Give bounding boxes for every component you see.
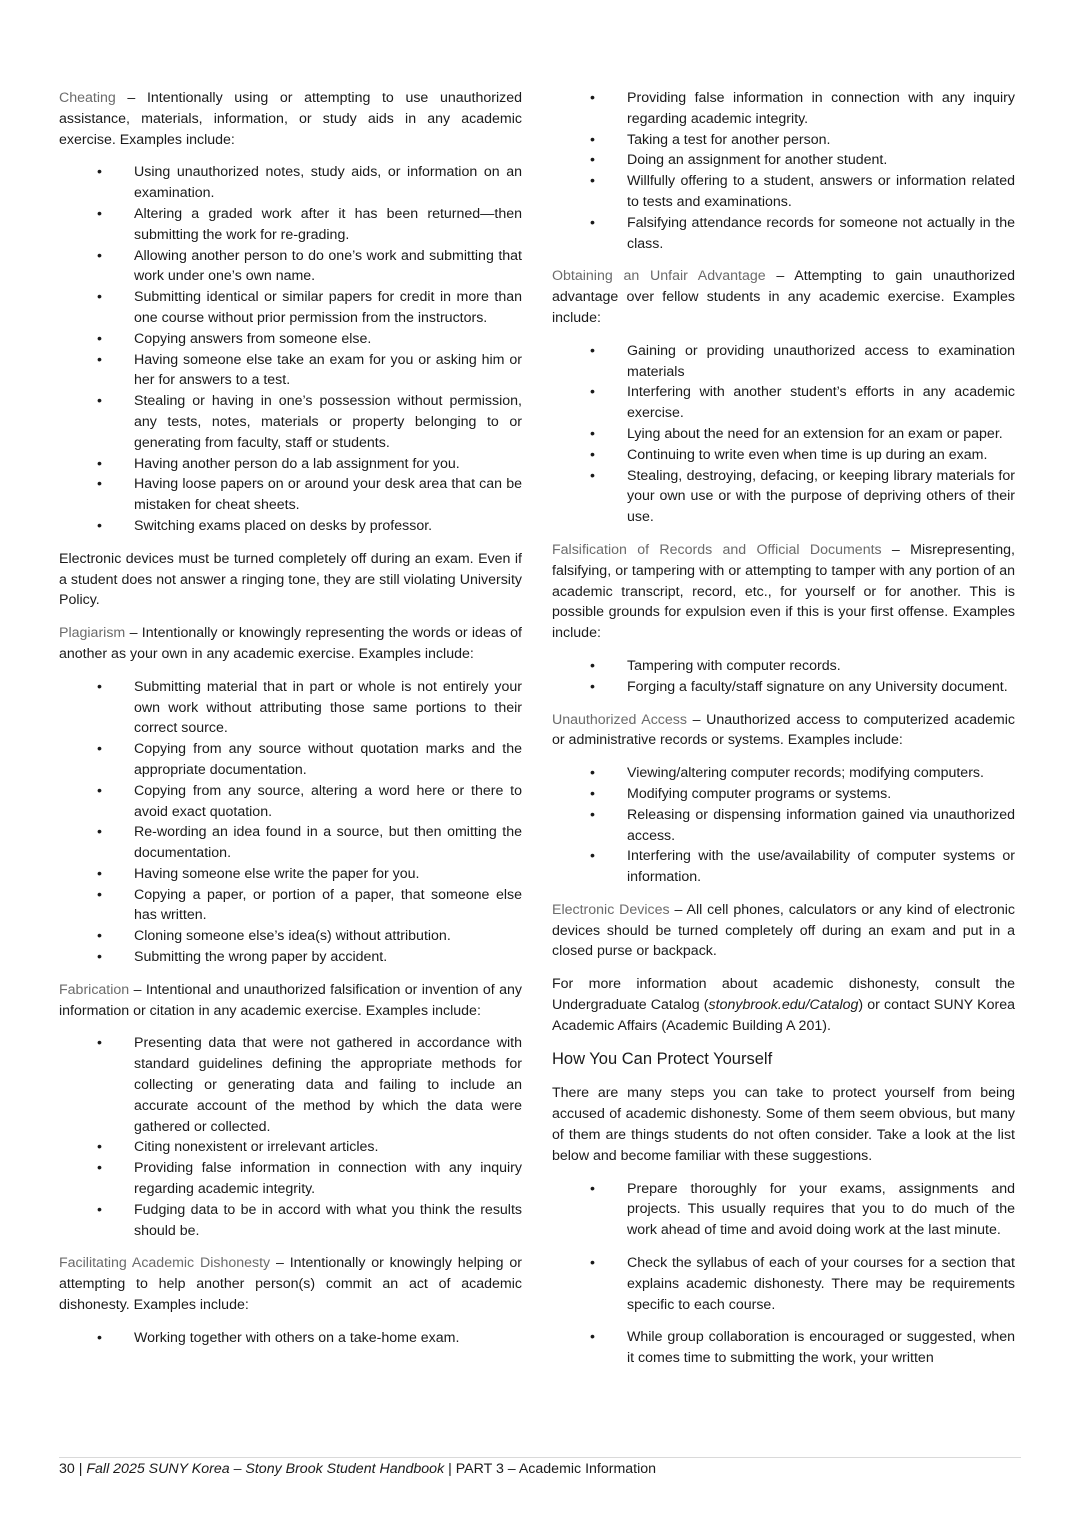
- list-item: [59, 1328, 522, 1349]
- plagiarism-list: [59, 677, 522, 968]
- bullet-icon: •: [590, 1180, 595, 1197]
- bullet-icon: •: [97, 782, 102, 799]
- bullet-icon: •: [97, 517, 102, 534]
- list-item-text: Modifying computer programs or systems.: [627, 785, 892, 802]
- term-falsification: Falsification of Records and Official Documents: [552, 541, 882, 558]
- list-item: [59, 739, 522, 781]
- list-item: [552, 763, 1015, 784]
- list-item: [552, 1179, 1015, 1241]
- bullet-icon: •: [97, 1201, 102, 1218]
- bullet-icon: •: [590, 1255, 595, 1272]
- bullet-icon: •: [97, 205, 102, 222]
- list-item: [59, 1158, 522, 1200]
- list-item-text: Prepare thoroughly for your exams, assignments and projects. This usually requires that you to do much of the work ahead of time and avoid doing work at the last minute.: [627, 1180, 1015, 1239]
- list-item: [59, 1200, 522, 1242]
- facilitating-paragraph: Facilitating Academic Dishonesty – Intentionally or knowingly helping or attempting to help another person(s) commit an act of academic dishonesty. Examples include:: [59, 1255, 522, 1314]
- list-item: [552, 1253, 1015, 1315]
- list-item-text: Tampering with computer records.: [627, 657, 841, 674]
- list-item-text: Releasing or dispensing information gained via unauthorized access.: [627, 806, 1015, 844]
- list-item-text: Submitting material that in part or whole is not entirely your own work without attributing those same portions to their correct source.: [134, 678, 522, 737]
- bullet-icon: •: [590, 678, 595, 695]
- falsification-paragraph: Falsification of Records and Official Documents – Misrepresenting, falsifying, or tampering with or attempting to tamper with any portion of an academic transcript, record, etc., for yourself or for another. This is possible grounds for expulsion even if this is your first offense. Examples include:: [552, 541, 1015, 642]
- page-footer: 30 | Fall 2025 SUNY Korea – Stony Brook Student Handbook | PART 3 – Academic Information: [59, 1461, 657, 1477]
- list-item-text: Allowing another person to do one’s work and submitting that work under one’s own name.: [134, 247, 522, 285]
- list-item-text: Presenting data that were not gathered in accordance with standard guidelines defining the appropriate methods for collecting or generating data and failing to include an accurate account of the method by which the data were gathered or collected.: [134, 1035, 522, 1135]
- bullet-icon: •: [590, 342, 595, 359]
- term-cheating: Cheating: [59, 90, 116, 106]
- list-item-text: Stealing or having in one’s possession without permission, any tests, notes, materials or property belonging to or generating from faculty, staff or students.: [134, 393, 522, 451]
- list-item: [59, 885, 522, 927]
- bullet-icon: •: [97, 824, 102, 841]
- bullet-icon: •: [590, 446, 595, 463]
- bullet-icon: •: [97, 289, 102, 306]
- list-item: [59, 350, 522, 392]
- list-item: [552, 846, 1015, 888]
- list-item: [59, 391, 522, 453]
- unauthorized-access-list: [552, 763, 1015, 888]
- bullet-icon: •: [590, 765, 595, 782]
- list-item: [59, 1033, 522, 1137]
- list-item: [552, 656, 1015, 677]
- more-info-paragraph: For more information about academic dishonesty, consult the Undergraduate Catalog (stonybrook.edu/Catalog) or contact SUNY Korea Academic Affairs (Academic Building A 201).: [552, 976, 1015, 1034]
- page-number: 30: [59, 1461, 75, 1477]
- list-item: [552, 88, 1015, 130]
- bullet-icon: •: [590, 806, 595, 823]
- list-item: [59, 516, 522, 537]
- bullet-icon: •: [97, 741, 102, 758]
- list-item-text: While group collaboration is encouraged or suggested, when it comes time to submitting the work, your written: [627, 1329, 1015, 1367]
- list-item-text: Forging a faculty/staff signature on any University document.: [627, 678, 1008, 695]
- list-item-text: Check the syllabus of each of your courses for a section that explains academic dishonesty. There may be requirements specific to each course.: [627, 1255, 1015, 1313]
- unfair-advantage-paragraph: Obtaining an Unfair Advantage – Attempting to gain unauthorized advantage over fellow students in any academic exercise. Examples include:: [552, 268, 1015, 326]
- term-electronic-devices: Electronic Devices: [552, 901, 670, 918]
- electronic-devices-paragraph: Electronic Devices – All cell phones, calculators or any kind of electronic devices should be turned completely off during an exam and put in a closed purse or backpack.: [552, 901, 1015, 960]
- list-item-text: Interfering with the use/availability of computer systems or information.: [627, 848, 1015, 886]
- bullet-icon: •: [590, 214, 595, 231]
- bullet-icon: •: [97, 949, 102, 966]
- left-column: [59, 88, 522, 1361]
- list-item: [59, 474, 522, 516]
- bullet-icon: •: [590, 131, 595, 148]
- list-item: [552, 150, 1015, 171]
- list-item-text: Stealing, destroying, defacing, or keeping library materials for your own use or with the purpose of depriving others of their use.: [627, 467, 1015, 526]
- list-item-text: Switching exams placed on desks by professor.: [134, 517, 433, 534]
- list-item-text: Copying answers from someone else.: [134, 330, 372, 347]
- list-item-text: Interfering with another student’s efforts in any academic exercise.: [627, 384, 1015, 422]
- falsification-list: [552, 656, 1015, 698]
- list-item-text: Falsifying attendance records for someone not actually in the class.: [627, 214, 1015, 252]
- list-item-text: Providing false information in connection with any inquiry regarding academic integrity.: [627, 90, 1015, 127]
- list-item-text: Submitting the wrong paper by accident.: [134, 949, 388, 966]
- list-item-text: Cloning someone else’s idea(s) without attribution.: [134, 928, 451, 945]
- bullet-icon: •: [590, 90, 595, 106]
- list-item-text: Altering a graded work after it has been returned—then submitting the work for re-grading.: [134, 205, 522, 243]
- bullet-icon: •: [97, 1035, 102, 1052]
- bullet-icon: •: [97, 865, 102, 882]
- bullet-icon: •: [97, 1160, 102, 1177]
- list-item: [552, 213, 1015, 255]
- bullet-icon: •: [97, 164, 102, 181]
- plagiarism-paragraph: Plagiarism – Intentionally or knowingly representing the words or ideas of another as your own in any academic exercise. Examples include:: [59, 625, 522, 662]
- list-item: [59, 204, 522, 246]
- list-item: [552, 424, 1015, 445]
- bullet-icon: •: [97, 1329, 102, 1346]
- list-item: [552, 341, 1015, 383]
- list-item: [552, 171, 1015, 213]
- list-item: [59, 677, 522, 739]
- cheating-list: [59, 162, 522, 536]
- section-heading: How You Can Protect Yourself: [552, 1049, 773, 1068]
- footer-divider: [59, 1457, 1021, 1458]
- list-item: [59, 287, 522, 329]
- bullet-icon: •: [97, 1139, 102, 1156]
- protect-intro: There are many steps you can take to protect yourself from being accused of academic dishonesty. Some of them seem obvious, but many of them are things students do not often consider. Take a look at the list below and become familiar with these suggestions.: [552, 1085, 1015, 1164]
- bullet-icon: •: [590, 785, 595, 802]
- bullet-icon: •: [97, 476, 102, 493]
- list-item-text: Re-wording an idea found in a source, but then omitting the documentation.: [134, 824, 522, 862]
- list-item-text: Fudging data to be in accord with what you think the results should be.: [134, 1201, 522, 1239]
- list-item-text: Doing an assignment for another student.: [627, 152, 888, 169]
- right-column: [552, 88, 1015, 1381]
- list-item-text: Lying about the need for an extension for an exam or paper.: [627, 425, 1003, 442]
- bullet-icon: •: [590, 848, 595, 865]
- list-item-text: Gaining or providing unauthorized access to examination materials: [627, 342, 1015, 380]
- list-item: [59, 864, 522, 885]
- list-item-text: Copying from any source, altering a word here or there to avoid exact quotation.: [134, 782, 522, 820]
- list-item: [552, 805, 1015, 847]
- list-item-text: Viewing/altering computer records; modifying computers.: [627, 765, 984, 782]
- bullet-icon: •: [590, 425, 595, 442]
- bullet-icon: •: [590, 173, 595, 190]
- list-item: [552, 130, 1015, 151]
- list-item: [552, 466, 1015, 528]
- list-item-text: Providing false information in connection with any inquiry regarding academic integrity.: [134, 1160, 522, 1198]
- list-item: [59, 454, 522, 475]
- list-item-text: Copying a paper, or portion of a paper, that someone else has written.: [134, 886, 522, 924]
- bullet-icon: •: [97, 351, 102, 368]
- bullet-icon: •: [590, 1329, 595, 1346]
- list-item-text: Having someone else write the paper for you.: [134, 865, 420, 882]
- list-item: [59, 822, 522, 864]
- bullet-icon: •: [97, 455, 102, 472]
- fabrication-paragraph: Fabrication – Intentional and unauthorized falsification or invention of any information or citation in any academic exercise. Examples include:: [59, 981, 522, 1019]
- list-item-text: Working together with others on a take-home exam.: [134, 1329, 460, 1346]
- bullet-icon: •: [97, 330, 102, 347]
- list-item: [552, 677, 1015, 698]
- list-item: [552, 382, 1015, 424]
- list-item-text: Submitting identical or similar papers for credit in more than one course without prior permission from the instructors.: [134, 289, 522, 326]
- list-item-text: Using unauthorized notes, study aids, or information on an examination.: [134, 164, 522, 202]
- bullet-icon: •: [97, 247, 102, 264]
- unfair-advantage-list: [552, 341, 1015, 528]
- list-item-text: Citing nonexistent or irrelevant articles.: [134, 1139, 379, 1156]
- bullet-icon: •: [590, 467, 595, 484]
- facilitating-list: [59, 1328, 522, 1349]
- list-item-text: Having someone else take an exam for you or asking him or her for answers to a test.: [134, 351, 522, 389]
- fabrication-list: [59, 1033, 522, 1241]
- term-facilitating: Facilitating Academic Dishonesty: [59, 1255, 271, 1272]
- list-item: [552, 1327, 1015, 1369]
- list-item: [552, 445, 1015, 466]
- list-item: [59, 246, 522, 288]
- list-item: [59, 781, 522, 823]
- bullet-icon: •: [97, 886, 102, 903]
- list-item-text: Continuing to write even when time is up during an exam.: [627, 446, 988, 463]
- list-item: [59, 329, 522, 350]
- list-item-text: Copying from any source without quotation marks and the appropriate documentation.: [134, 741, 522, 778]
- list-item-text: Willfully offering to a student, answers or information related to tests and examinations.: [627, 173, 1015, 210]
- bullet-icon: •: [97, 393, 102, 410]
- bullet-icon: •: [590, 152, 595, 169]
- bullet-icon: •: [590, 657, 595, 674]
- list-item-text: Having another person do a lab assignment for you.: [134, 455, 460, 472]
- term-fabrication: Fabrication: [59, 981, 130, 998]
- cheating-paragraph: Cheating – Intentionally using or attempting to use unauthorized assistance, materials, information, or study aids in any academic exercise. Examples include:: [59, 90, 522, 148]
- list-item: [59, 926, 522, 947]
- facilitating-list-continued: [552, 88, 1015, 254]
- bullet-icon: •: [590, 384, 595, 401]
- protect-list: [552, 1179, 1015, 1369]
- bullet-icon: •: [97, 928, 102, 945]
- electronic-note: Electronic devices must be turned completely off during an exam. Even if a student does not answer a ringing tone, they are still violating University Policy.: [59, 550, 522, 609]
- handbook-title: Fall 2025 SUNY Korea – Stony Brook Student Handbook: [86, 1461, 445, 1477]
- catalog-link[interactable]: stonybrook.edu/Catalog: [708, 997, 859, 1014]
- term-unfair-advantage: Obtaining an Unfair Advantage: [552, 268, 766, 285]
- term-plagiarism: Plagiarism: [59, 625, 126, 642]
- term-unauthorized-access: Unauthorized Access: [552, 711, 687, 728]
- list-item-text: Having loose papers on or around your desk area that can be mistaken for cheat sheets.: [134, 476, 522, 514]
- list-item: [59, 162, 522, 204]
- section-label: PART 3 – Academic Information: [455, 1461, 657, 1477]
- list-item-text: Taking a test for another person.: [627, 131, 831, 148]
- list-item: [59, 947, 522, 968]
- unauthorized-access-paragraph: Unauthorized Access – Unauthorized access to computerized academic or administrative records or systems. Examples include:: [552, 711, 1015, 749]
- list-item: [59, 1137, 522, 1158]
- bullet-icon: •: [97, 678, 102, 695]
- list-item: [552, 784, 1015, 805]
